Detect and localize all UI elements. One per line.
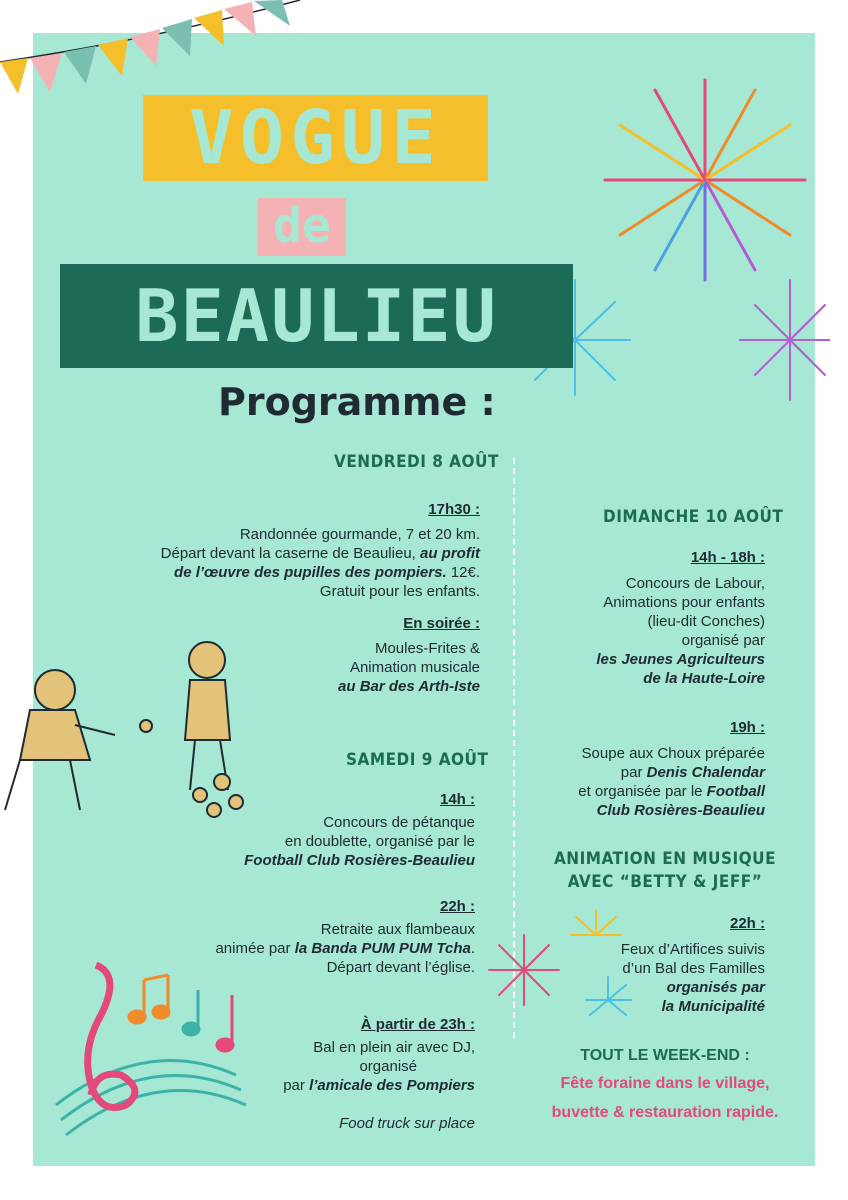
food-truck-note: Food truck sur place — [339, 1115, 475, 1132]
saturday-dance-text: par — [283, 1077, 310, 1094]
saturday-torch-line1: Retraite aux flambeaux — [320, 921, 475, 938]
friday-hike-line3 — [60, 563, 480, 582]
friday-heading: VENDREDI 8 AOÛT — [334, 452, 499, 472]
friday-hike-line1: Randonnée gourmande, 7 et 20 km. — [239, 526, 480, 543]
sunday-time-19h: 19h : — [729, 719, 765, 736]
sunday-fireworks-line4: la Municipalité — [661, 998, 765, 1015]
weekend-heading: TOUT LE WEEK-END : — [580, 1047, 750, 1064]
sunday-plowing-line4: organisé par — [681, 632, 765, 649]
weekend-line1: Fête foraine dans le village, — [560, 1075, 770, 1092]
friday-evening-line3: au Bar des Arth-Iste — [338, 678, 480, 695]
saturday-dance-line1: Bal en plein air avec DJ, — [313, 1039, 475, 1056]
saturday-torch-text: animée par — [215, 940, 295, 957]
sunday-soup-org-text: et organisée par le — [578, 783, 707, 800]
saturday-time-23h: À partir de 23h : — [360, 1016, 475, 1033]
sunday-music-line2: AVEC “BETTY & JEFF” — [567, 872, 763, 892]
friday-hike-line2 — [60, 544, 480, 563]
sunday-plowing-line3: (lieu-dit Conches) — [647, 613, 765, 630]
saturday-petanque-line2: en doublette, organisé par le — [284, 833, 475, 850]
saturday-time-22h: 22h : — [439, 898, 475, 915]
sunday-time-22h: 22h : — [729, 915, 765, 932]
sunday-fireworks-line1: Feux d’Artifices suivis — [620, 941, 765, 958]
sunday-fireworks-line3: organisés par — [666, 979, 765, 996]
sunday-plowing-line6: de la Haute-Loire — [643, 670, 765, 687]
sunday-plowing-line2: Animations pour enfants — [603, 594, 765, 611]
sunday-event-plowing — [525, 548, 765, 688]
saturday-time-14h: 14h : — [439, 791, 475, 808]
saturday-torch-band: la Banda PUM PUM Tcha — [294, 940, 471, 957]
saturday-dance-line3 — [200, 1076, 475, 1095]
friday-hike-bold: au profit — [420, 545, 480, 562]
sunday-event-fireworks — [560, 914, 765, 1016]
saturday-dance-line2: organisé — [359, 1058, 417, 1075]
saturday-heading: SAMEDI 9 AOÛT — [346, 750, 489, 770]
weekend-line2: buvette & restauration rapide. — [551, 1104, 779, 1121]
sunday-soup-line4: Club Rosières-Beaulieu — [596, 802, 765, 819]
saturday-dance-org: l’amicale des Pompiers — [309, 1077, 475, 1094]
title-vogue: VOGUE — [143, 95, 488, 181]
friday-hike-price: 12€. — [446, 564, 480, 581]
sunday-plowing-line1: Concours de Labour, — [625, 575, 765, 592]
sunday-soup-text: par — [620, 764, 647, 781]
sunday-event-soup — [505, 718, 765, 820]
friday-event-hike — [60, 500, 480, 601]
sunday-time-14h18h: 14h - 18h : — [690, 549, 765, 566]
saturday-torch-line3: Départ devant l’église. — [326, 959, 475, 976]
saturday-petanque-line3: Football Club Rosières-Beaulieu — [244, 852, 475, 869]
saturday-event-dance — [200, 1015, 475, 1095]
friday-time-1730: 17h30 : — [428, 501, 480, 518]
programme-heading: Programme : — [218, 380, 496, 424]
sunday-soup-line1: Soupe aux Choux préparée — [581, 745, 765, 762]
weekend-block — [505, 1047, 825, 1125]
friday-hike-text: Départ devant la caserne de Beaulieu, — [160, 545, 420, 562]
friday-hike-cause: de l’œuvre des pupilles des pompiers. — [174, 564, 447, 581]
title-beaulieu: BEAULIEU — [60, 264, 573, 368]
sunday-soup-line2 — [505, 763, 765, 782]
friday-evening-line1: Moules-Frites & — [374, 640, 480, 657]
title-de: de — [258, 198, 346, 256]
friday-hike-line4: Gratuit pour les enfants. — [319, 583, 480, 600]
sunday-soup-org-bold: Football — [706, 783, 765, 800]
sunday-music-heading — [545, 848, 785, 894]
sunday-plowing-line5: les Jeunes Agriculteurs — [596, 651, 765, 668]
saturday-event-petanque — [160, 790, 475, 870]
friday-time-evening: En soirée : — [403, 615, 480, 632]
bunting-decoration — [0, 0, 310, 110]
sunday-soup-line3 — [505, 782, 765, 801]
friday-evening-line2: Animation musicale — [349, 659, 480, 676]
sunday-music-line1: ANIMATION EN MUSIQUE — [553, 849, 777, 869]
sunday-heading: DIMANCHE 10 AOÛT — [603, 507, 784, 527]
saturday-torch-dot: . — [470, 940, 475, 957]
saturday-petanque-line1: Concours de pétanque — [323, 814, 475, 831]
sunday-soup-chef: Denis Chalendar — [646, 764, 765, 781]
sunday-fireworks-line2: d’un Bal des Familles — [622, 960, 765, 977]
